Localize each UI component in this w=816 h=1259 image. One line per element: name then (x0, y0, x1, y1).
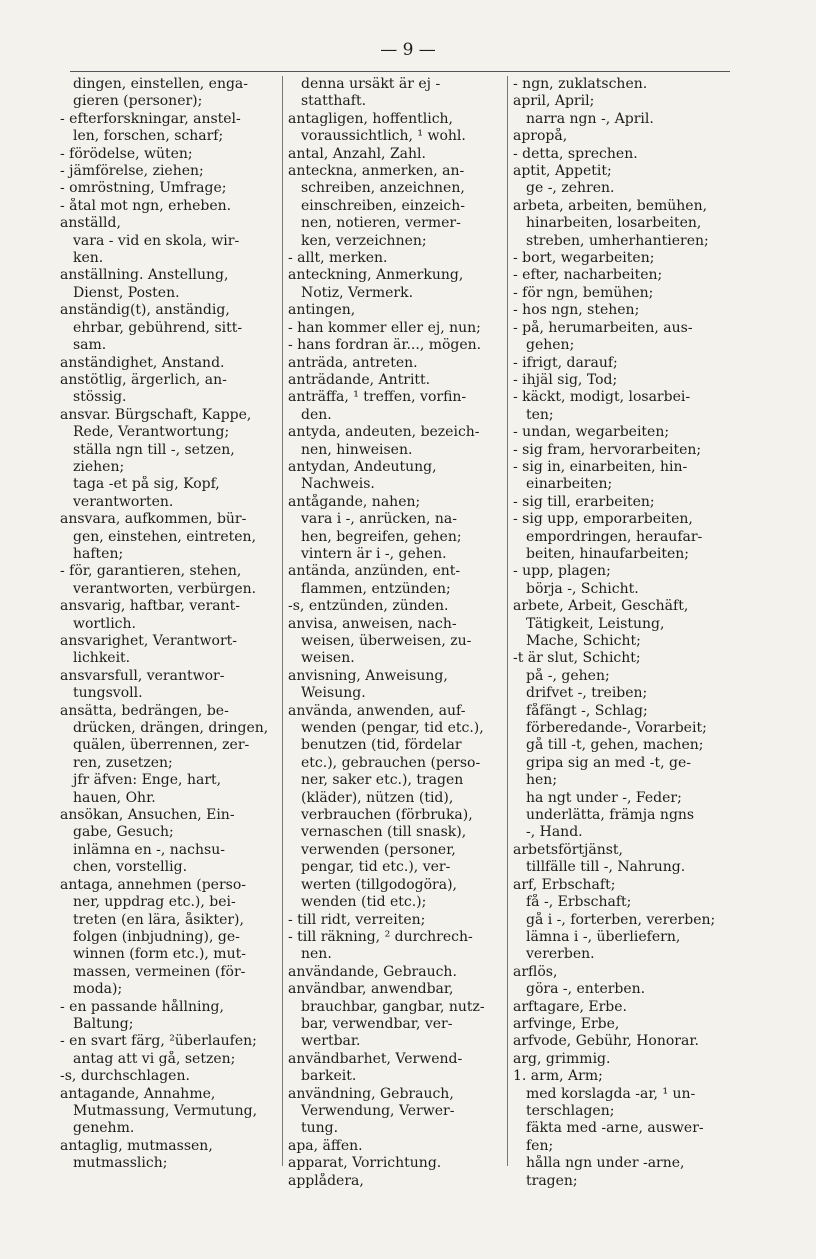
dictionary-line: nen, hinweisen. (301, 441, 413, 458)
dictionary-line: arfvode, Gebühr, Honorar. (513, 1033, 699, 1050)
dictionary-line: hauen, Ohr. (73, 789, 156, 806)
dictionary-line: ha ngt under -, Feder; (526, 789, 682, 806)
dictionary-line: ansvarighet, Verantwort- (60, 633, 238, 649)
dictionary-line: ge -, zehren. (526, 180, 615, 197)
dictionary-line: - ifrigt, darauf; (513, 354, 618, 371)
dictionary-line: användbarhet, Verwend- (288, 1050, 463, 1067)
dictionary-line: på -, gehen; (526, 667, 610, 684)
dictionary-line: verbrauchen (förbruka), (301, 807, 473, 824)
dictionary-line: arbete, Arbeit, Geschäft, (513, 598, 689, 615)
dictionary-line: ken. (73, 250, 104, 267)
dictionary-line: - han kommer eller ej, nun; (288, 319, 481, 336)
dictionary-line: fåfängt -, Schlag; (526, 702, 648, 719)
dictionary-line: gehen; (526, 337, 575, 354)
dictionary-line: wenden (tid etc.); (301, 894, 427, 911)
top-rule (70, 71, 730, 72)
dictionary-line: ten; (526, 406, 554, 423)
dictionary-line: använda, anwenden, auf- (288, 702, 466, 719)
dictionary-line: användande, Gebrauch. (288, 963, 457, 980)
dictionary-line: Dienst, Posten. (73, 284, 180, 301)
dictionary-line: taga -et på sig, Kopf, (73, 476, 220, 493)
dictionary-line: -t är slut, Schicht; (513, 650, 641, 667)
dictionary-line: arf, Erbschaft; (513, 876, 616, 893)
dictionary-line: anständig(t), anständig, (60, 302, 230, 319)
dictionary-line: -s, durchschlagen. (60, 1068, 190, 1085)
dictionary-line: chen, vorstellig. (73, 859, 188, 876)
dictionary-line: brauchbar, gangbar, nutz- (301, 998, 485, 1015)
dictionary-line: pengar, tid etc.), ver- (301, 859, 451, 876)
dictionary-line: anvisa, anweisen, nach- (288, 615, 457, 632)
dictionary-line: (kläder), nützen (tid), (301, 789, 454, 806)
dictionary-column-1 (60, 76, 278, 1176)
dictionary-line: antag att vi gå, setzen; (73, 1050, 236, 1067)
dictionary-line: anteckna, anmerken, an- (288, 163, 465, 180)
dictionary-line: ansvar. Bürgschaft, Kappe, (60, 406, 252, 423)
dictionary-line: schreiben, anzeichnen, (301, 180, 465, 197)
dictionary-line: lichkeit. (73, 650, 131, 667)
dictionary-line: anträffa, ¹ treffen, vorfin- (288, 389, 467, 406)
dictionary-line: wenden (pengar, tid etc.), (301, 720, 484, 737)
dictionary-line: Baltung; (73, 1015, 134, 1032)
column-divider (507, 76, 508, 1166)
dictionary-line: - för, garantieren, stehen, (60, 563, 242, 580)
dictionary-line: ner, saker etc.), tragen (301, 772, 464, 789)
dictionary-line: vara i -, anrücken, na- (301, 511, 457, 528)
dictionary-line: tung. (301, 1120, 339, 1137)
dictionary-line: - sig fram, hervorarbeiten; (513, 441, 702, 458)
dictionary-line: Mache, Schicht; (526, 633, 641, 649)
dictionary-line: hinarbeiten, losarbeiten, (526, 215, 702, 232)
dictionary-line: apropå, (513, 128, 568, 145)
dictionary-line: - käckt, modigt, losarbei- (513, 389, 691, 406)
dictionary-line: arflös, (513, 963, 558, 980)
dictionary-line: Rede, Verantwortung; (73, 424, 230, 441)
dictionary-line: etc.), gebrauchen (perso- (301, 754, 481, 771)
dictionary-line: einschreiben, einzeich- (301, 197, 465, 214)
dictionary-line: antingen, (288, 302, 356, 319)
dictionary-line: mutmasslich; (73, 1155, 168, 1172)
dictionary-line: den. (301, 406, 332, 423)
dictionary-line: antaglig, mutmassen, (60, 1137, 213, 1154)
dictionary-line: ziehen; (73, 458, 125, 475)
dictionary-line: apparat, Vorrichtung. (288, 1155, 442, 1172)
dictionary-line: - ihjäl sig, Tod; (513, 371, 618, 388)
dictionary-line: - sig till, erarbeiten; (513, 493, 655, 510)
dictionary-line: weisen. (301, 650, 355, 667)
dictionary-line: antyda, andeuten, bezeich- (288, 424, 480, 441)
dictionary-line: anteckning, Anmerkung, (288, 267, 464, 284)
dictionary-line: anständighet, Anstand. (60, 354, 225, 371)
dictionary-line: antagligen, hoffentlich, (288, 110, 453, 127)
dictionary-line: antydan, Andeutung, (288, 458, 437, 475)
dictionary-line: - på, herumarbeiten, aus- (513, 319, 693, 336)
dictionary-line: gå i -, forterben, vererben; (526, 911, 716, 928)
dictionary-line: ner, uppdrag etc.), bei- (73, 894, 236, 911)
dictionary-line: aptit, Appetit; (513, 163, 612, 180)
dictionary-column-2 (288, 76, 506, 1189)
dictionary-line: massen, vermeinen (för- (73, 963, 246, 980)
dictionary-line: ansätta, bedrängen, be- (60, 702, 229, 719)
dictionary-line: gabe, Gesuch; (73, 824, 174, 841)
dictionary-line: genehm. (73, 1120, 135, 1137)
dictionary-line: beiten, hinaufarbeiten; (526, 545, 690, 562)
dictionary-line: arftagare, Erbe. (513, 998, 627, 1015)
dictionary-line: gen, einstehen, eintreten, (73, 528, 257, 545)
dictionary-line: hålla ngn under -arne, (526, 1155, 685, 1172)
dictionary-line: lämna i -, überliefern, (526, 928, 681, 945)
dictionary-line: göra -, enterben. (526, 981, 646, 998)
dictionary-line: applådera, (288, 1172, 364, 1189)
dictionary-line: 1. arm, Arm; (513, 1068, 603, 1085)
dictionary-line: wortlich. (73, 615, 136, 632)
dictionary-line: nen. (301, 946, 332, 963)
dictionary-line: -s, entzünden, zünden. (288, 598, 449, 615)
dictionary-line: arg, grimmig. (513, 1050, 611, 1067)
dictionary-line: nen, notieren, vermer- (301, 215, 461, 232)
dictionary-line: sam. (73, 337, 107, 354)
dictionary-line: anställning. Anstellung, (60, 267, 229, 284)
dictionary-line: förberedande-, Vorarbeit; (526, 720, 707, 737)
dictionary-line: verantworten, verbürgen. (73, 580, 257, 597)
dictionary-line: hen; (526, 772, 558, 789)
dictionary-line: tragen; (526, 1172, 578, 1189)
dictionary-line: - hans fordran är..., mögen. (288, 337, 482, 354)
dictionary-line: - efter, nacharbeiten; (513, 267, 663, 284)
dictionary-line: denna ursäkt är ej - (301, 76, 441, 92)
dictionary-line: anträda, antreten. (288, 354, 418, 371)
dictionary-line: verwenden (personer, (301, 841, 456, 858)
dictionary-line: anvisning, Anweisung, (288, 667, 448, 684)
dictionary-line: antända, anzünden, ent- (288, 563, 461, 580)
dictionary-line: fen; (526, 1137, 554, 1154)
dictionary-line: arbeta, arbeiten, bemühen, (513, 197, 708, 214)
dictionary-line: - sig in, einarbeiten, hin- (513, 458, 688, 475)
dictionary-line: Nachweis. (301, 476, 375, 493)
dictionary-column-3 (513, 76, 731, 1189)
dictionary-line: ren, zusetzen; (73, 754, 173, 771)
dictionary-line: få -, Erbschaft; (526, 894, 632, 911)
dictionary-line: arfvinge, Erbe, (513, 1015, 620, 1032)
dictionary-line: antal, Anzahl, Zahl. (288, 145, 426, 162)
dictionary-line: - för ngn, bemühen; (513, 284, 654, 301)
dictionary-line: stössig. (73, 389, 127, 406)
dictionary-line: arbetsförtjänst, (513, 841, 623, 858)
dictionary-line: - hos ngn, stehen; (513, 302, 640, 319)
dictionary-line: drücken, drängen, dringen, (73, 720, 269, 737)
dictionary-line: bar, verwendbar, ver- (301, 1015, 453, 1032)
dictionary-line: ansvara, aufkommen, bür- (60, 511, 247, 528)
dictionary-line: - en passande hållning, (60, 998, 224, 1015)
dictionary-line: tillfälle till -, Nahrung. (526, 859, 686, 876)
dictionary-line: ehrbar, gebührend, sitt- (73, 319, 243, 336)
dictionary-line: - allt, merken. (288, 250, 388, 267)
dictionary-line: haften; (73, 545, 124, 562)
dictionary-line: fäkta med -arne, auswer- (526, 1120, 704, 1137)
dictionary-line: barkeit. (301, 1068, 357, 1085)
dictionary-line: anställd, (60, 215, 121, 232)
dictionary-line: einarbeiten; (526, 476, 613, 493)
dictionary-line: streben, umherhantieren; (526, 232, 709, 249)
dictionary-line: ken, verzeichnen; (301, 232, 427, 249)
dictionary-line: jfr äfven: Enge, hart, (73, 772, 222, 789)
dictionary-line: werten (tillgodogöra), (301, 876, 457, 893)
dictionary-line: hen, begreifen, gehen; (301, 528, 462, 545)
dictionary-line: - åtal mot ngn, erheben. (60, 197, 232, 214)
dictionary-line: - ngn, zuklatschen. (513, 76, 648, 92)
dictionary-line: ställa ngn till -, setzen, (73, 441, 235, 458)
dictionary-line: vara - vid en skola, wir- (73, 232, 240, 249)
dictionary-line: Verwendung, Verwer- (301, 1102, 455, 1119)
dictionary-line: användning, Gebrauch, (288, 1085, 454, 1102)
dictionary-line: ansökan, Ansuchen, Ein- (60, 807, 235, 824)
page-number: — 9 — (380, 40, 436, 60)
dictionary-line: antaga, annehmen (perso- (60, 876, 246, 893)
dictionary-line: april, April; (513, 93, 595, 110)
dictionary-line: - bort, wegarbeiten; (513, 250, 655, 267)
dictionary-line: benutzen (tid, fördelar (301, 737, 462, 754)
dictionary-line: quälen, überrennen, zer- (73, 737, 250, 754)
dictionary-line: - jämförelse, ziehen; (60, 163, 204, 180)
dictionary-line: empordringen, heraufar- (526, 528, 703, 545)
dictionary-line: folgen (inbjudning), ge- (73, 928, 240, 945)
dictionary-line: - detta, sprechen. (513, 145, 638, 162)
dictionary-line: Weisung. (301, 685, 366, 702)
dictionary-line: antagande, Annahme, (60, 1085, 216, 1102)
column-divider (282, 76, 283, 1166)
dictionary-line: börja -, Schicht. (526, 580, 639, 597)
dictionary-line: ansvarig, haftbar, verant- (60, 598, 240, 615)
dictionary-line: vererben. (526, 946, 595, 963)
dictionary-line: narra ngn -, April. (526, 110, 654, 127)
dictionary-line: -, Hand. (526, 824, 583, 841)
dictionary-line: statthaft. (301, 93, 367, 110)
dictionary-line: inlämna en -, nachsu- (73, 841, 225, 858)
dictionary-line: moda); (73, 981, 123, 998)
dictionary-line: Tätigkeit, Leistung, (526, 615, 665, 632)
dictionary-line: gå till -t, gehen, machen; (526, 737, 704, 754)
dictionary-line: vernaschen (till snask), (301, 824, 467, 841)
dictionary-line: verantworten. (73, 493, 174, 510)
dictionary-line: - till räkning, ² durchrech- (288, 928, 473, 945)
dictionary-line: med korslagda -ar, ¹ un- (526, 1085, 696, 1102)
dictionary-line: - omröstning, Umfrage; (60, 180, 227, 197)
dictionary-line: vintern är i -, gehen. (301, 545, 447, 562)
dictionary-line: treten (en lära, åsikter), (73, 911, 244, 928)
dictionary-line: ansvarsfull, verantwor- (60, 667, 225, 684)
dictionary-line: drifvet -, treiben; (526, 685, 648, 702)
dictionary-line: - undan, wegarbeiten; (513, 424, 670, 441)
dictionary-line: - sig upp, emporarbeiten, (513, 511, 693, 528)
dictionary-line: winnen (form etc.), mut- (73, 946, 246, 963)
dictionary-line: gripa sig an med -t, ge- (526, 754, 691, 771)
dictionary-line: anträdande, Antritt. (288, 371, 431, 388)
dictionary-line: wertbar. (301, 1033, 361, 1050)
dictionary-line: antågande, nahen; (288, 493, 421, 510)
dictionary-line: Mutmassung, Vermutung, (73, 1102, 258, 1119)
dictionary-line: Notiz, Vermerk. (301, 284, 414, 301)
dictionary-line: gieren (personer); (73, 93, 203, 110)
dictionary-line: voraussichtlich, ¹ wohl. (301, 128, 466, 145)
dictionary-line: - förödelse, wüten; (60, 145, 193, 162)
dictionary-line: - en svart färg, ²überlaufen; (60, 1033, 257, 1050)
dictionary-line: anstötlig, ärgerlich, an- (60, 371, 227, 388)
dictionary-line: användbar, anwendbar, (288, 981, 454, 998)
dictionary-line: flammen, entzünden; (301, 580, 451, 597)
dictionary-line: apa, äffen. (288, 1137, 363, 1154)
dictionary-line: - efterforskningar, anstel- (60, 110, 241, 127)
dictionary-line: underlätta, främja ngns (526, 807, 695, 824)
dictionary-line: len, forschen, scharf; (73, 128, 224, 145)
dictionary-line: weisen, überweisen, zu- (301, 633, 472, 649)
dictionary-line: - till ridt, verreiten; (288, 911, 426, 928)
dictionary-line: dingen, einstellen, enga- (73, 76, 248, 92)
dictionary-line: tungsvoll. (73, 685, 143, 702)
dictionary-line: terschlagen; (526, 1102, 615, 1119)
dictionary-line: - upp, plagen; (513, 563, 611, 580)
